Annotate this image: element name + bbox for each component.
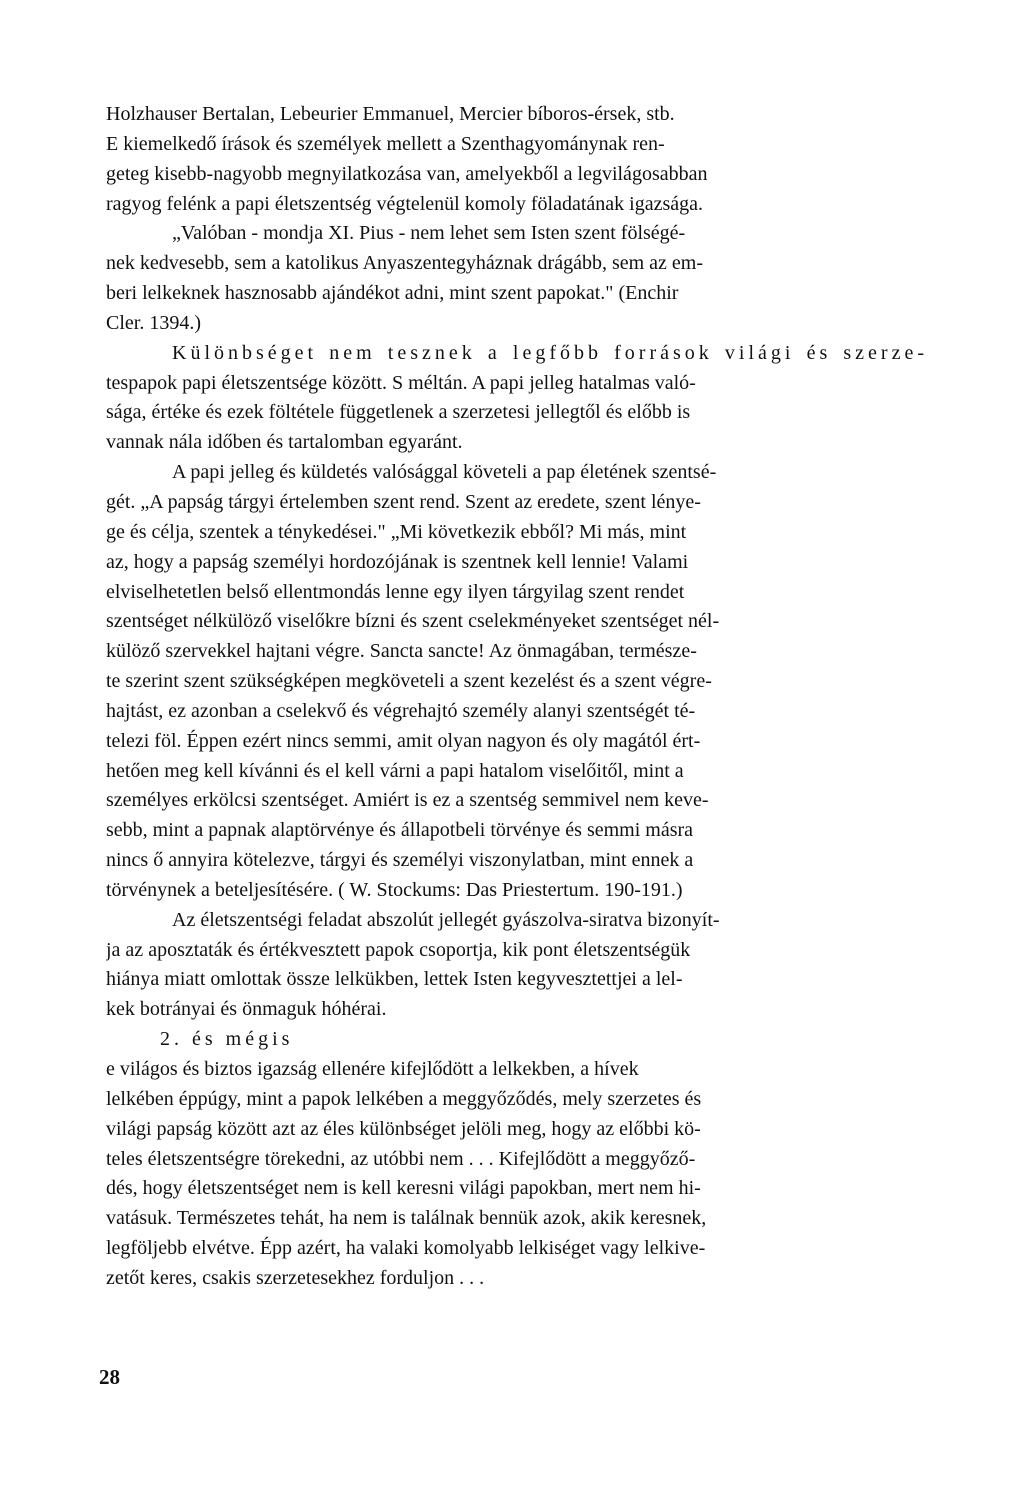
text-line: te szerint szent szükségképen megköveteli a szent kezelést és a szent végre-: [106, 670, 712, 693]
text-line: gét. „A papság tárgyi értelemben szent rend. Szent az eredete, szent lénye-: [106, 490, 701, 513]
text-line: törvénynek a beteljesítésére. ( W. Stockums: Das Priestertum. 190-191.): [106, 878, 683, 901]
text-line: e világos és biztos igazság ellenére kifejlődött a lelkekben, a hívek: [106, 1058, 639, 1080]
text-line: személyes erkölcsi szentséget. Amiért is ez a szentség semmivel nem keve-: [106, 789, 709, 812]
text-line: sebb, mint a papnak alaptörvénye és állapotbeli törvénye és semmi másra: [106, 819, 694, 842]
text-line: sága, értéke és ezek föltétele függetlenek a szerzetesi jellegtől és előbb is: [106, 401, 691, 424]
text-line: ragyog felénk a papi életszentség végtelenül komoly föladatának igazsága.: [106, 192, 703, 215]
text-line: vannak nála időben és tartalomban egyaránt.: [106, 431, 463, 454]
text-line: telezi föl. Éppen ezért nincs semmi, amit olyan nagyon és oly magától ért-: [106, 729, 701, 752]
text-line: dés, hogy életszentséget nem is kell keresni világi papokban, mert nem hi-: [106, 1177, 701, 1200]
text-line: elviselhetetlen belső ellentmondás lenne egy ilyen tárgyilag szent rendet: [106, 580, 685, 603]
text-line: nincs ő annyira kötelezve, tárgyi és személyi viszonylatban, mint ennek a: [106, 849, 694, 872]
text-line: hetően meg kell kívánni és el kell várni a papi hatalom viselőitől, mint a: [106, 759, 684, 782]
text-line: nek kedvesebb, sem a katolikus Anyaszentegyháznak drágább, sem az em-: [106, 252, 704, 275]
text-line: 2. és mégis: [160, 1028, 294, 1051]
text-line: Cler. 1394.): [106, 311, 201, 334]
text-line: ja az aposztaták és értékvesztett papok csoportja, kik pont életszentségük: [106, 938, 691, 961]
page-number: 28: [99, 1365, 120, 1389]
text-line: beri lelkeknek hasznosabb ajándékot adni, mint szent papokat." (Enchir: [106, 282, 679, 305]
text-line: teles életszentségre törekedni, az utóbbi nem . . . Kifejlődött a meggyőző-: [106, 1147, 696, 1170]
text-line: világi papság között azt az éles különbséget jelöli meg, hogy az előbbi kö-: [106, 1117, 701, 1140]
text-line: legföljebb elvétve. Épp azért, ha valaki komolyabb lelkiséget vagy lelkive-: [106, 1237, 706, 1260]
text-line: tespapok papi életszentsége között. S méltán. A papi jelleg hatalmas való-: [106, 371, 696, 394]
text-line: hajtást, ez azonban a cselekvő és végrehajtó személy alanyi szentségét té-: [106, 699, 696, 722]
text-line: Holzhauser Bertalan, Lebeurier Emmanuel, Mercier bíboros-érsek, stb.: [106, 103, 675, 125]
text-line: kek botrányai és önmaguk hóhérai.: [106, 998, 387, 1021]
text-line: A papi jelleg és küldetés valósággal követeli a pap életének szentsé-: [172, 461, 717, 484]
text-line: geteg kisebb-nagyobb megnyilatkozása van, amelyekből a legvilágosabban: [106, 162, 708, 185]
text-line: hiánya miatt omlottak össze lelkükben, lettek Isten kegyvesztettjei a lel-: [106, 968, 683, 991]
text-line: külöző szervekkel hajtani végre. Sancta sancte! Az önmagában, természe-: [106, 640, 697, 663]
body-text: [106, 100, 928, 1294]
text-line: Különbséget nem tesznek a legfőbb források világi és szerze-: [172, 341, 928, 364]
text-line: „Valóban - mondja XI. Pius - nem lehet sem Isten szent fölségé-: [172, 222, 686, 245]
text-line: vatásuk. Természetes tehát, ha nem is találnak bennük azok, akik keresnek,: [106, 1207, 707, 1230]
text-line: ge és célja, szentek a ténykedései." „Mi következik ebből? Mi más, mint: [106, 520, 687, 543]
text-line: szentséget nélkülöző viselőkre bízni és szent cselekményeket szentséget nél-: [106, 610, 720, 633]
text-line: az, hogy a papság személyi hordozójának is szentnek kell lennie! Valami: [106, 550, 689, 573]
text-line: E kiemelkedő írások és személyek mellett a Szenthagyománynak ren-: [106, 132, 665, 155]
text-line: lelkében éppúgy, mint a papok lelkében a meggyőződés, mely szerzetes és: [106, 1087, 702, 1110]
text-line: Az életszentségi feladat abszolút jellegét gyászolva-siratva bizonyít-: [172, 908, 720, 931]
text-line: zetőt keres, csakis szerzetesekhez forduljon . . .: [106, 1266, 485, 1289]
